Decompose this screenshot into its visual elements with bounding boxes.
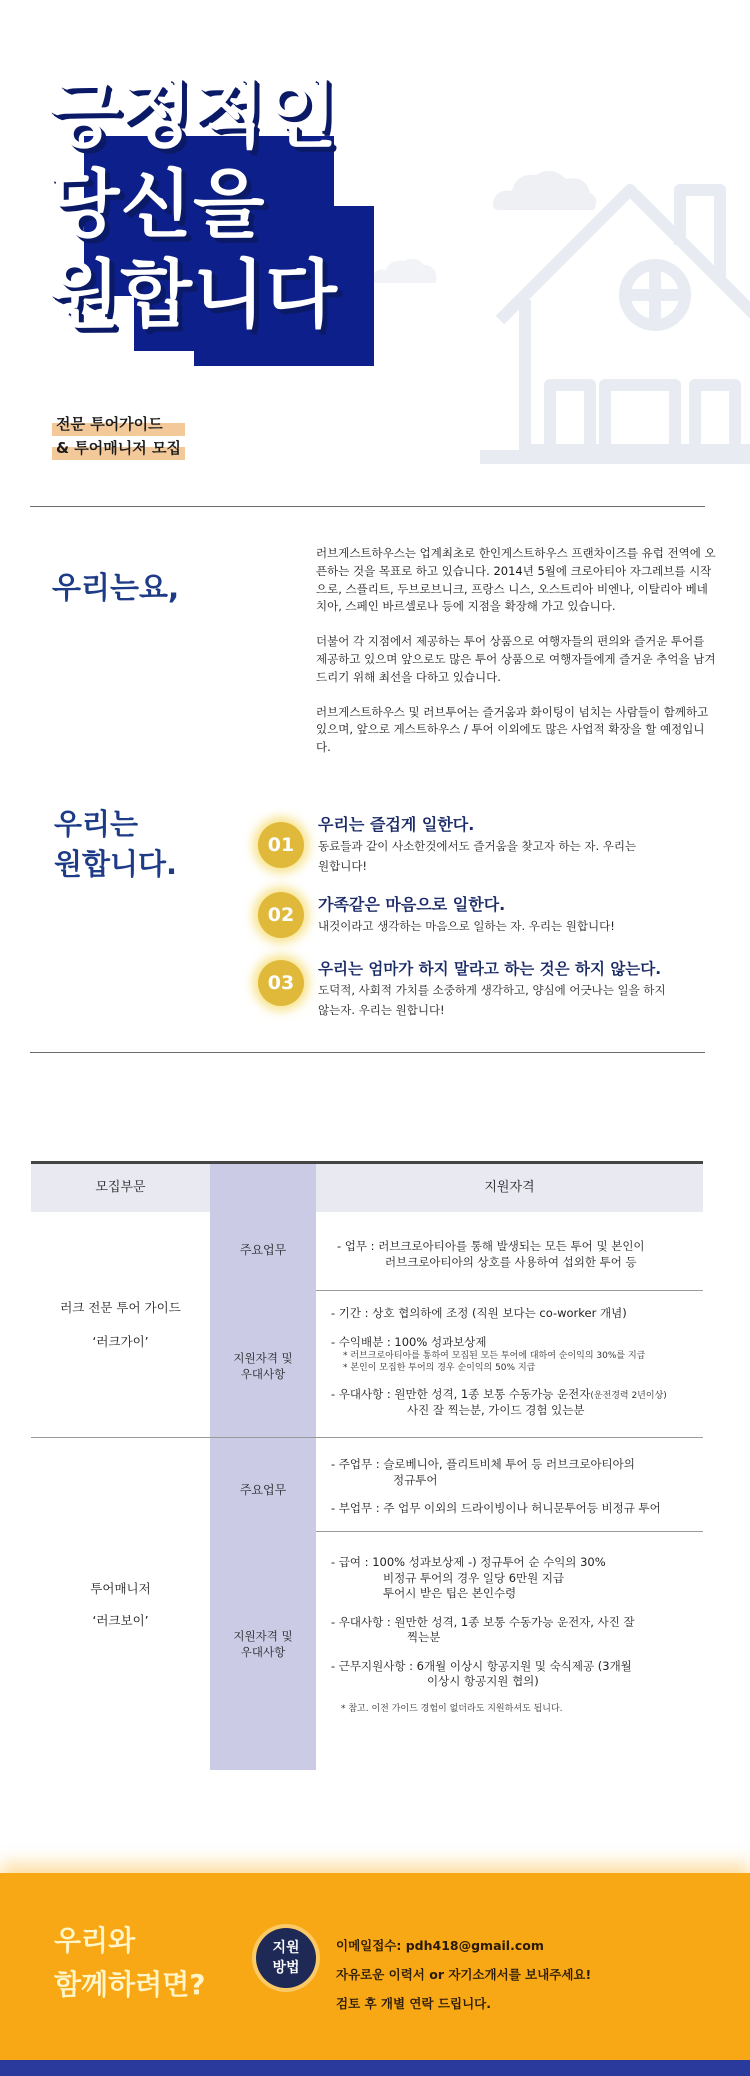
subtitle-highlight: & 투어매니저 모집 — [52, 436, 185, 460]
manager-pref: - 우대사항 : 원만한 성격, 1종 보통 수동가능 운전자, 사진 잘 — [331, 1614, 635, 1629]
number-badge: 01 — [258, 822, 304, 868]
row-label-manager — [31, 1573, 210, 1637]
apply-line: 검토 후 개별 연락 드립니다. — [336, 1996, 491, 2011]
subtitle-line-2 — [52, 436, 185, 460]
want-item-body — [318, 958, 708, 1020]
badge-line: 방법 — [272, 1960, 300, 1976]
table-rule — [316, 1290, 703, 1291]
manager-duty-label: 주요업무 — [239, 1483, 287, 1497]
section-divider — [30, 506, 705, 507]
about-text — [316, 545, 716, 774]
guide-period: - 기간 : 상호 협의하에 조정 (직원 보다는 co-worker 개념) — [331, 1306, 627, 1320]
manager-qual-label — [210, 1629, 316, 1660]
manager-main-duty-2: 정규투어 — [393, 1472, 438, 1487]
guide-pref-2: 사진 잘 찍는분, 가이드 경험 있는분 — [407, 1402, 585, 1417]
want-item-body — [318, 814, 708, 876]
footer-title — [54, 1919, 205, 2007]
manager-pay-2: 비정규 투어의 경우 일당 6만원 지급 — [383, 1570, 565, 1585]
manager-pref-2: 찍는분 — [407, 1630, 441, 1644]
manager-duty-text — [331, 1457, 701, 1517]
want-title — [54, 804, 177, 884]
guide-pay: - 수익배분 : 100% 성과보상제 — [331, 1334, 487, 1349]
guide-duty-label: 주요업무 — [239, 1243, 287, 1257]
want-item-heading: 우리는 즐겁게 일한다. — [318, 815, 475, 834]
qual-label-line: 지원자격 및 — [233, 1629, 293, 1643]
guide-name: 러크 전문 투어 가이드 — [60, 1300, 181, 1315]
want-title-line: 원합니다. — [54, 847, 178, 881]
guide-qual-text — [331, 1306, 701, 1418]
table-rule — [316, 1531, 703, 1532]
apply-instructions — [336, 1931, 591, 2018]
headline-line: 당신을 — [48, 162, 266, 248]
guide-pref-main: - 우대사항 : 원만한 성격, 1종 보통 수동가능 운전자 — [331, 1387, 591, 1401]
want-item-body — [318, 894, 708, 936]
guide-pay-note: * 본인이 모집한 투어의 경우 순이익의 50% 지급 — [343, 1363, 536, 1373]
table-rule — [31, 1437, 703, 1438]
apply-line: 자유로운 이력서 or 자기소개서를 보내주세요! — [336, 1967, 592, 1982]
manager-note: * 참고. 이전 가이드 경험이 없더라도 지원하셔도 됩니다. — [341, 1703, 563, 1714]
footer-title-line: 함께하려면? — [54, 1968, 206, 2001]
number-badge: 02 — [258, 892, 304, 938]
hero-headline — [48, 70, 378, 370]
guide-nickname: ‘러크가이’ — [92, 1334, 149, 1349]
apply-method-badge — [256, 1928, 316, 1988]
about-title: 우리는요, — [52, 571, 180, 606]
manager-main-duty: - 주업무 : 슬로베니아, 플리트비체 투어 등 러브크로아티아의 — [331, 1457, 635, 1471]
manager-qual-text — [331, 1555, 701, 1715]
guide-pref-note: (운전경력 2년이상) — [590, 1391, 667, 1401]
section-divider — [30, 1052, 705, 1053]
header-cell-division: 모집부문 — [95, 1180, 146, 1195]
guide-duty-text — [337, 1239, 697, 1270]
want-item-heading: 가족같은 마음으로 일한다. — [318, 895, 506, 914]
footer-title-line: 우리와 — [54, 1924, 136, 1957]
apply-email[interactable]: 이메일접수: pdh418@gmail.com — [336, 1938, 544, 1953]
guide-qual-label — [210, 1351, 316, 1382]
badge-line: 지원 — [272, 1940, 300, 1956]
want-item-desc: 동료들과 같이 사소한것에서도 즐거움을 찾고자 하는 자. 우리는 원합니다! — [318, 839, 637, 873]
want-title-line: 우리는 — [54, 807, 139, 841]
house-illustration — [480, 150, 750, 490]
header-cell-qualification: 지원자격 — [484, 1180, 535, 1195]
manager-nickname: ‘러크보이’ — [92, 1613, 149, 1628]
number-badge: 03 — [258, 960, 304, 1006]
want-item-desc: 내것이라고 생각하는 마음으로 일하는 자. 우리는 원합니다! — [318, 919, 615, 933]
about-paragraph: 러브게스트하우스 및 러브투어는 즐거움과 화이팅이 넘치는 사람들이 함께하고 있으며, 앞으로 게스트하우스 / 투어 이외에도 많은 사업적 확장을 할 예정입니다. — [316, 704, 709, 755]
headline-text — [48, 70, 338, 340]
manager-pay-3: 투어시 받은 팁은 본인수령 — [383, 1586, 517, 1600]
subtitle-line-1 — [52, 412, 185, 436]
manager-pay: - 급여 : 100% 성과보상제 -) 정규투어 순 수익의 30% — [331, 1555, 606, 1569]
manager-name: 투어매니저 — [90, 1581, 151, 1596]
guide-pay-note: * 러브크로아티아를 통하여 모집된 모든 투어에 대하여 순이익의 30%를 지급 — [343, 1351, 646, 1361]
qual-label-line: 우대사항 — [240, 1644, 286, 1659]
manager-sub-duty: - 부업무 : 주 업무 이외의 드라이빙이나 허니문투어등 비정규 투어 — [331, 1501, 661, 1515]
about-paragraph: 더불어 각 지점에서 제공하는 투어 상품으로 여행자들의 편의와 즐거운 투어를 제공하고 있으며 앞으로도 많은 투어 상품으로 여행자들에게 즐거운 추억을 남겨드리기 위해 최선을 다하고 있습니다. — [316, 634, 716, 684]
want-item-desc: 도덕적, 사회적 가치를 소중하게 생각하고, 양심에 어긋나는 일을 하지않는자. 우리는 원합니다! — [318, 983, 666, 1017]
subtitle-highlight: 전문 투어가이드 — [52, 412, 185, 436]
hero-subtitle — [52, 412, 185, 460]
apply-footer — [0, 1873, 750, 2076]
table-header — [31, 1161, 703, 1212]
guide-duty-line: 러브크로아티아의 상호를 사용하여 섭외한 투어 등 — [385, 1254, 637, 1269]
hero-section — [0, 0, 750, 505]
header-cell-blank — [210, 1164, 316, 1212]
row-label-guide — [31, 1291, 210, 1359]
footer-band — [0, 2060, 750, 2076]
manager-support: - 근무지원사항 : 6개월 이상시 항공지원 및 숙식제공 (3개월 — [331, 1658, 632, 1673]
headline-line: 원합니다 — [48, 252, 338, 338]
guide-pref — [331, 1387, 701, 1403]
qual-label-line: 우대사항 — [240, 1366, 286, 1381]
want-item-heading: 우리는 엄마가 하지 말라고 하는 것은 하지 않는다. — [318, 960, 662, 978]
manager-support-2: 이상시 항공지원 협의) — [427, 1674, 539, 1688]
guide-duty-line: - 업무 : 러브크로아티아를 통해 발생되는 모든 투어 및 본인이 — [337, 1239, 645, 1253]
headline-line: 긍정적인 — [48, 72, 338, 158]
qual-label-line: 지원자격 및 — [233, 1351, 293, 1365]
about-paragraph: 러브게스트하우스는 업계최초로 한인게스트하우스 프랜차이즈를 유럽 전역에 오픈하는 것을 목표로 하고 있습니다. 2014년 5월에 크로아티아 자그레브를 시작으로, 스플리트, 두브로브니크, 프랑스 니스, 오스트리아 비엔나, 이탈리아 베네치아, 스페인 바르셀로나 등에 지점을 확장해 가고 있습니다. — [316, 546, 716, 614]
